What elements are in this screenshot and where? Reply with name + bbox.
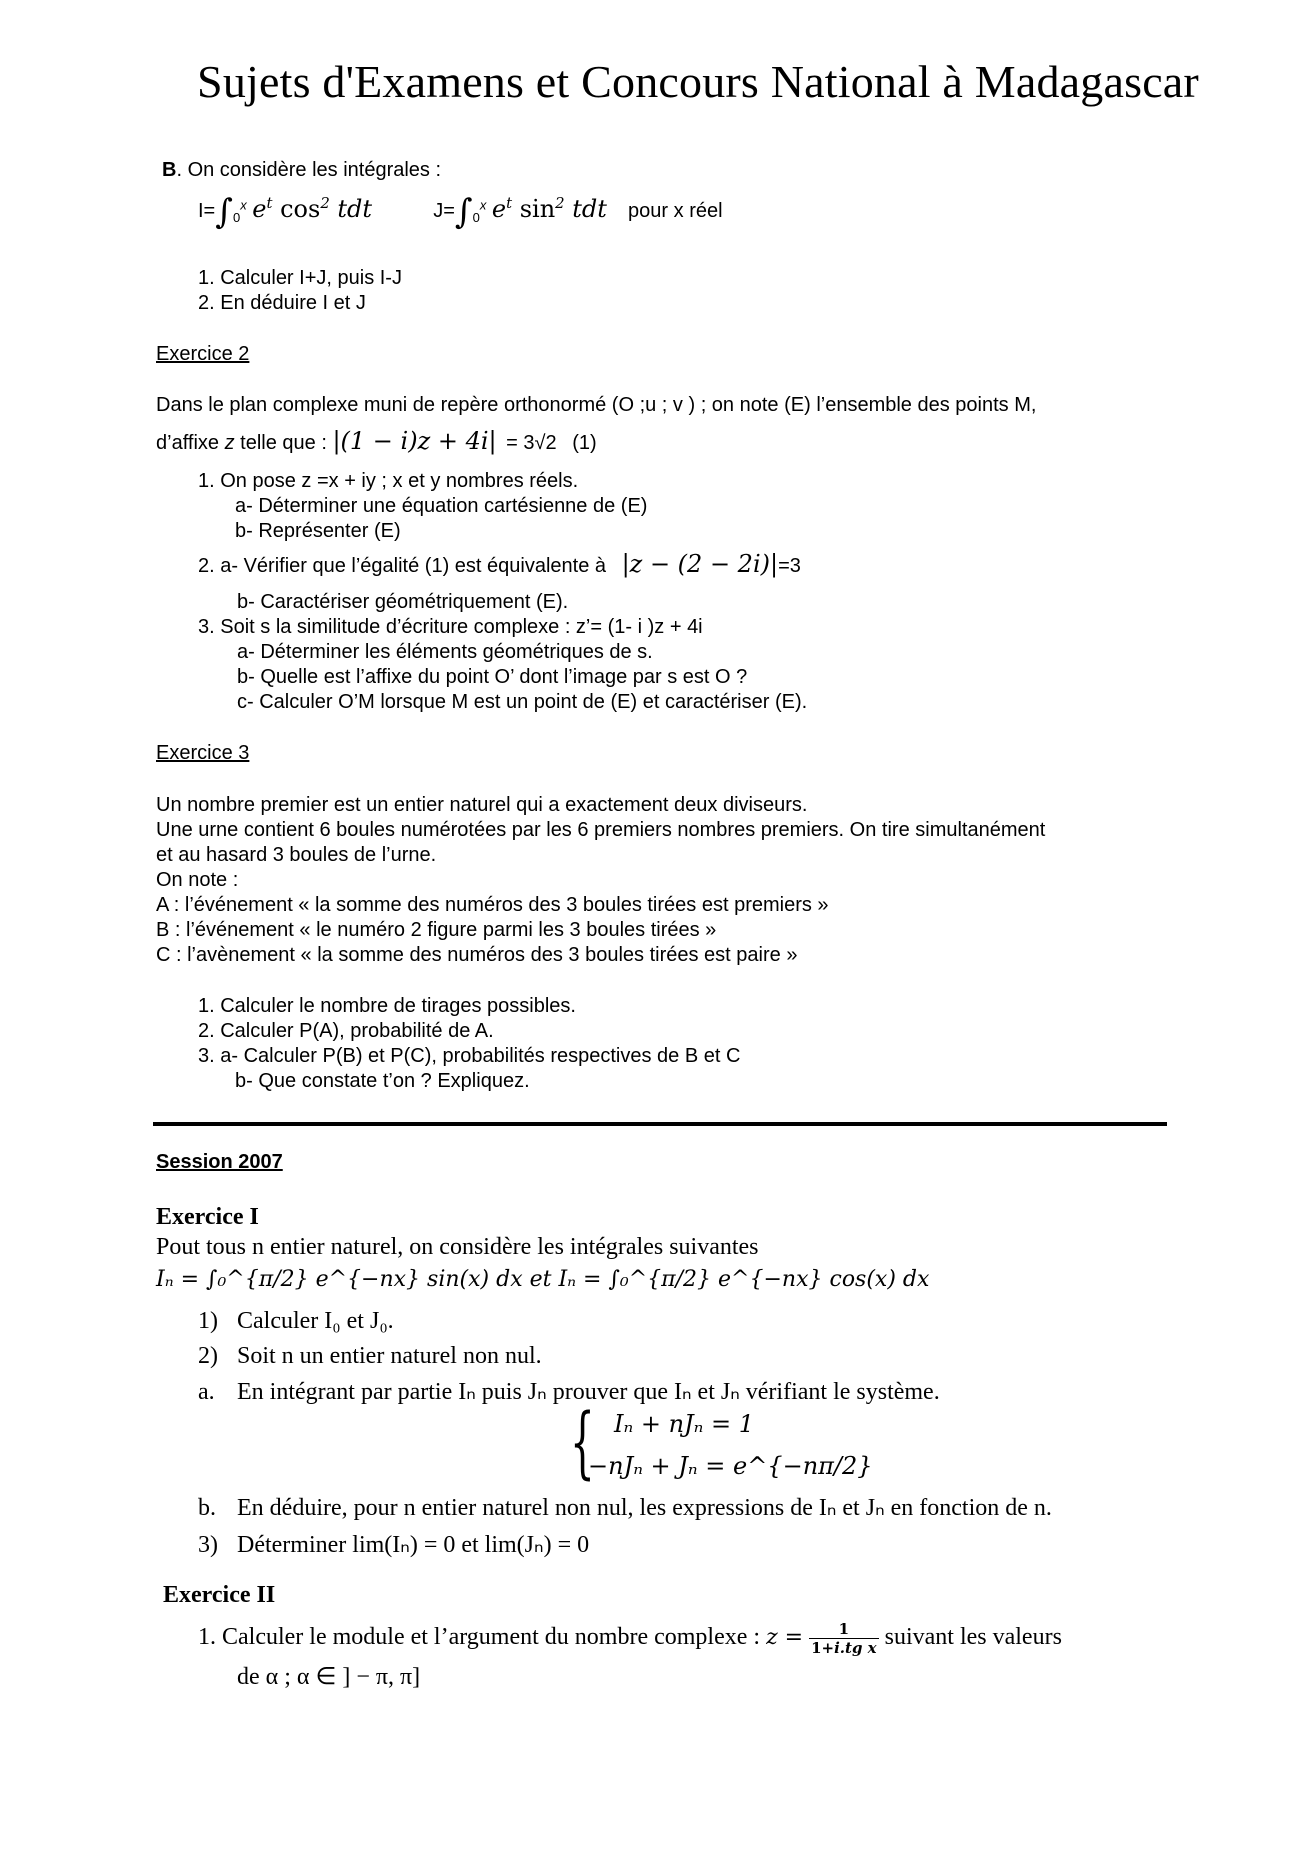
exI-label-a: a. [198, 1379, 215, 1405]
ex2-modulus-expr: |(1 − i)z + 4i| [332, 427, 497, 455]
integral-I-prefix: I= [198, 200, 216, 222]
ex2-q2a [198, 552, 801, 579]
ex2-q2a-pre: 2. a- Vérifier que l’égalité (1) est équivalente à [198, 555, 607, 577]
ex2-line2 [156, 429, 597, 456]
exI-label-3: 3) [198, 1532, 218, 1558]
exI-label-2: 2) [198, 1343, 218, 1369]
exI-label-b: b. [198, 1495, 216, 1521]
partB-intro [162, 158, 441, 183]
ex2-q3c: c- Calculer O’M lorsque M est un point de (E) et caractériser (E). [237, 691, 808, 713]
exII-q1: 1. Calculer le module et l’argument du nombre complexe : z = $\frac{1}{\text{1+i.tg x}}$ suivant les valeurs [198, 1620, 1062, 1657]
exI-q1: Calculer I₀ et J₀. [237, 1308, 394, 1334]
ex3-event-B: B : l’événement « le numéro 2 figure parmi les 3 boules tirées » [156, 919, 717, 941]
ex2-line2-mid: telle que : [240, 432, 327, 454]
ex2-title: Exercice 2 [156, 343, 250, 365]
exI-q2: Soit n un entier naturel non nul. [237, 1343, 542, 1369]
ex2-q1a: a- Déterminer une équation cartésienne de (E) [235, 495, 648, 517]
ex2-q3a: a- Déterminer les éléments géométriques de s. [237, 641, 653, 663]
ex2-line2-eq: = 3√2 [506, 432, 557, 454]
ex3-p3: et au hasard 3 boules de l’urne. [156, 844, 437, 866]
ex2-q3b: b- Quelle est l’affixe du point O’ dont l’image par s est O ? [237, 666, 748, 688]
ex3-p1: Un nombre premier est un entier naturel qui a exactement deux diviseurs. [156, 794, 808, 816]
exII-title: Exercice II [163, 1582, 276, 1608]
partB-item-2: 2. En déduire I et J [198, 292, 366, 314]
exI-title: Exercice I [156, 1204, 259, 1230]
page-title: Sujets d'Examens et Concours National à Madagascar [197, 56, 1199, 107]
ex3-p4: On note : [156, 869, 239, 891]
ex2-line2-z: z [224, 432, 235, 454]
exI-q3: Déterminer lim(Iₙ) = 0 et lim(Jₙ) = 0 [237, 1532, 590, 1558]
exI-qb: En déduire, pour n entier naturel non nul, les expressions de Iₙ et Jₙ en fonction de n. [237, 1495, 1052, 1521]
partB-intro-text: . On considère les intégrales : [176, 159, 442, 181]
partB-label: B [162, 159, 177, 181]
exII-q1-line2: de α ; α ∈ ] − π, π] [237, 1664, 421, 1690]
ex2-q1: 1. On pose z =x + iy ; x et y nombres réels. [198, 470, 579, 492]
ex3-q3b: b- Que constate t’on ? Expliquez. [235, 1070, 530, 1092]
ex3-title: Exercice 3 [156, 742, 250, 764]
ex3-event-C: C : l’avènement « la somme des numéros des 3 boules tirées est paire » [156, 944, 798, 966]
ex2-equation-tag: (1) [572, 432, 597, 454]
exI-label-1: 1) [198, 1308, 218, 1334]
exI-intro: Pout tous n entier naturel, on considère les intégrales suivantes [156, 1234, 759, 1260]
partB-item-1: 1. Calculer I+J, puis I-J [198, 267, 402, 289]
ex3-q3a: 3. a- Calculer P(B) et P(C), probabilités respectives de B et C [198, 1045, 741, 1067]
system-brace: { [570, 1398, 595, 1488]
system-eq-2: −nJₙ + Jₙ = e^{−nπ/2} [588, 1452, 873, 1480]
exII-fraction: $\frac{1}{\text{1+i.tg x}}$ [811, 1620, 877, 1657]
partB-suffix: pour x réel [628, 200, 723, 222]
ex3-q2: 2. Calculer P(A), probabilité de A. [198, 1020, 494, 1042]
exII-q1-pre: 1. Calculer le module et l’argument du nombre complexe : [198, 1624, 761, 1651]
exII-q1-post: suivant les valeurs [884, 1624, 1062, 1651]
ex2-q2b: b- Caractériser géométriquement (E). [237, 591, 569, 613]
ex2-line1: Dans le plan complexe muni de repère orthonormé (O ;u ; v ) ; on note (E) l’ensemble des points M, [156, 394, 1037, 416]
ex2-line2-pre: d’affixe [156, 432, 220, 454]
ex2-q2a-expr: |z − (2 − 2i)| [621, 550, 779, 578]
ex3-event-A: A : l’événement « la somme des numéros des 3 boules tirées est premiers » [156, 894, 829, 916]
ex3-q1: 1. Calculer le nombre de tirages possibles. [198, 995, 576, 1017]
ex3-p2: Une urne contient 6 boules numérotées par les 6 premiers nombres premiers. On tire simultanément [156, 819, 1046, 841]
ex2-q2a-post: =3 [778, 555, 801, 577]
partB-integrals: $I=\int_0^x$ $e^t$ $\cos^2$ tdt $J=\int_0^x$ $e^t$ $\sin^2$ tdt pour x réel [198, 192, 723, 232]
integral-sign: ∫ [215, 192, 233, 232]
integral-sign: ∫ [454, 192, 473, 232]
ex2-q1b: b- Représenter (E) [235, 520, 401, 542]
integral-J-prefix: J= [433, 200, 455, 222]
exI-integrals: Iₙ = ∫₀^{π/2} e^{−nx} sin(x) dx et Iₙ = ∫₀^{π/2} e^{−nx} cos(x) dx [156, 1267, 930, 1292]
system-eq-1: Iₙ + nJₙ = 1 [614, 1410, 755, 1438]
section-divider [153, 1122, 1167, 1126]
exI-qa: En intégrant par partie Iₙ puis Jₙ prouver que Iₙ et Jₙ vérifiant le système. [237, 1379, 940, 1405]
session-title: Session 2007 [156, 1151, 283, 1173]
ex2-q3: 3. Soit s la similitude d’écriture complexe : z’= (1- i )z + 4i [198, 616, 703, 638]
